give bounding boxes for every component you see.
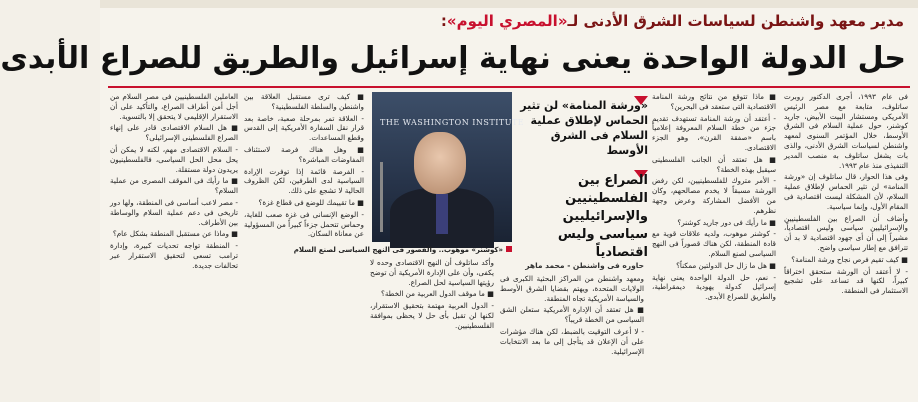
pull-quote-1: «ورشة المنامة» لن تثير الحماس لإطلاق عملية السلام فى الشرق الأوسط [520, 99, 648, 157]
paragraph: - المنطقة تواجه تحديات كبيرة، وإدارة ترامب تسعى لتحقيق الاستقرار عبر تحالفات جديدة. [110, 241, 238, 270]
paragraph: ■ هل تعتقد أن الجانب الفلسطينى سيقبل بهذه الخطة؟ [652, 154, 776, 174]
paragraph: ■ هل ما زال حل الدولتين ممكناً؟ [676, 260, 776, 270]
paragraph: ■ ما موقف الدول العربية من الخطة؟ [381, 289, 494, 299]
column-4 [370, 258, 494, 398]
paragraph: ومعهد واشنطن من المراكز البحثية الكبرى فى الولايات المتحدة، ويهتم بقضايا الشرق الأوسط والسياسة الأمريكية تجاه المنطقة. [500, 274, 644, 303]
headline-rule [108, 86, 910, 88]
photo-figure-head [414, 132, 466, 194]
paragraph: ■ وهل هناك فرصة لاستئناف المفاوضات المباشرة؟ [244, 144, 364, 164]
photo-caption: «كوشنر» موهوب.. والقصور فى النهج السياسى لصنع السلام [372, 244, 512, 256]
paragraph: وفى هذا الحوار، قال ساتلوف إن «ورشة المنامة» لن تثير الحماس لإطلاق عملية السلام، لأن المشكلة ليست اقتصادية فى المقام الأول، وإنما سياسية. [784, 172, 908, 211]
column-3 [500, 274, 644, 398]
pull-quote-2: الصراع بين الفلسطينيين والإسرائيليين سياسى وليس اقتصادياً [557, 173, 648, 260]
paragraph: - لا أعتقد أن الورشة ستحقق اختراقاً كبيراً، لكنها قد تساعد على تشجيع الاستثمار فى المنطقة. [784, 266, 908, 296]
photo-backdrop-text: THE WASHINGTON INSTITUTE [380, 118, 525, 127]
paragraph: العاملين الفلسطينيين فى مصر السلام من أجل أمن أطراف الصراع، والتأكيد على أن الاستقرار الإقليمى لا يتحقق إلا بالتسوية. [110, 92, 238, 121]
column-1 [784, 92, 908, 392]
paragraph: - نعم، حل الدولة الواحدة يعنى نهاية إسرائيل كدولة يهودية ديمقراطية، والطريق للصراع الأبدى. [652, 272, 776, 302]
paragraph: وأضاف أن الصراع بين الفلسطينيين والإسرائيليين سياسى وليس اقتصادياً، مشيراً إلى أن أى جهود اقتصادية لا بد أن تترافق مع إطار سياسى واضح. [784, 213, 908, 252]
kicker-text: مدير معهد واشنطن لسياسات الشرق الأدنى لـ [567, 12, 904, 30]
paragraph: - الدول العربية مهتمة بتحقيق الاستقرار، لكنها لن تقبل بأى حل لا يحظى بموافقة الفلسطينيين. [370, 301, 494, 330]
headline: حل الدولة الواحدة يعنى نهاية إسرائيل والطريق للصراع الأبدى [0, 41, 906, 76]
paragraph: ■ ما رأيك فى الموقف المصرى من عملية السلام؟ [110, 176, 238, 196]
kicker [254, 10, 904, 32]
column-2 [652, 92, 776, 392]
paragraph: - كوشنر موهوب، ولديه علاقات قوية مع قادة المنطقة، لكن هناك قصوراً فى النهج السياسى لصنع السلام. [652, 229, 776, 258]
kicker-brand: «المصري اليوم» [446, 12, 568, 30]
paragraph: ■ وماذا عن مستقبل المنطقة بشكل عام؟ [112, 229, 238, 239]
microphone-icon [380, 162, 383, 232]
paragraph: - الفرصة قائمة إذا توفرت الإرادة السياسية لدى الطرفين، لكن الظروف الحالية لا تشجع على ذلك. [244, 166, 364, 196]
column-5 [244, 92, 364, 392]
paragraph: فى عام ١٩٩٣، أجرى الدكتور روبرت ساتلوف، متابعة مع مصر الرئيس الأمريكى ومستشار البيت الأبيض، جاريد كوشنر، حول عملية السلام فى الشرق الأوسط، خلال المؤتمر السنوى لمعهد واشنطن لسياسات الشرق الأدنى، والذى بات يشغل ساتلوف به منصب المدير التنفيذى منذ عام ١٩٩٣. [784, 92, 908, 170]
photo-figure-tie [436, 194, 448, 234]
paragraph: ■ ما تقييمك للوضع فى قطاع غزة؟ [258, 197, 364, 207]
paragraph: ■ ما رأيك فى دور جاريد كوشنر؟ [677, 217, 776, 227]
paragraph: ■ كيف تقيم فرص نجاح ورشة المنامة؟ [791, 254, 908, 264]
top-strip [100, 0, 918, 8]
paragraph: ■ هل السلام الاقتصادى قادر على إنهاء الصراع الفلسطينى الإسرائيلى؟ [110, 123, 238, 143]
paragraph: - الوضع الإنسانى فى غزة صعب للغاية، وحماس تتحمل جزءاً كبيراً من المسؤولية عن معاناة السكان. [244, 209, 364, 239]
paragraph: وأكد ساتلوف أن النهج الاقتصادى وحده لا يكفى، وأن على الإدارة الأمريكية أن توضح رؤيتها السياسية لحل الصراع. [370, 258, 494, 287]
column-6 [110, 92, 238, 392]
interview-byline: حاوره فى واشنطن - محمد ماهر [525, 261, 644, 270]
kicker-colon: : [440, 12, 447, 30]
paragraph: ■ ماذا تتوقع من نتائج ورشة المنامة الاقتصادية التى ستعقد فى البحرين؟ [652, 92, 776, 111]
paragraph: ■ كيف ترى مستقبل العلاقة بين واشنطن والسلطة الفلسطينية؟ [244, 92, 364, 111]
paragraph: - الأمر متروك للفلسطينيين، لكن رفض الورشة مسبقاً لا يخدم مصالحهم، وكان من الأفضل المشاركة وعرض وجهة نظرهم. [652, 176, 776, 215]
paragraph: - أعتقد أن ورشة المنامة تستهدف تقديم جزء من خطة السلام المعروفة إعلامياً باسم «صفقة القرن»، وهو الجزء الاقتصادى. [652, 113, 776, 152]
speaker-photo [372, 92, 525, 242]
paragraph: - العلاقة تمر بمرحلة صعبة، خاصة بعد قرار نقل السفارة الأمريكية إلى القدس وقطع المساعدات. [244, 113, 364, 143]
paragraph: - لا أعرف التوقيت بالضبط، لكن هناك مؤشرات على أن الإعلان قد يتأجل إلى ما بعد الانتخابات الإسرائيلية. [500, 326, 644, 356]
paragraph: ■ هل تعتقد أن الإدارة الأمريكية ستعلن الشق السياسى من الخطة قريباً؟ [500, 305, 644, 325]
paragraph: - مصر لاعب أساسى فى المنطقة، ولها دور تاريخى فى دعم عملية السلام والوساطة بين الأطراف. [110, 197, 238, 227]
paragraph: - السلام الاقتصادى مهم، لكنه لا يمكن أن يحل محل الحل السياسى، فالفلسطينيون يريدون دولة مستقلة. [110, 144, 238, 174]
